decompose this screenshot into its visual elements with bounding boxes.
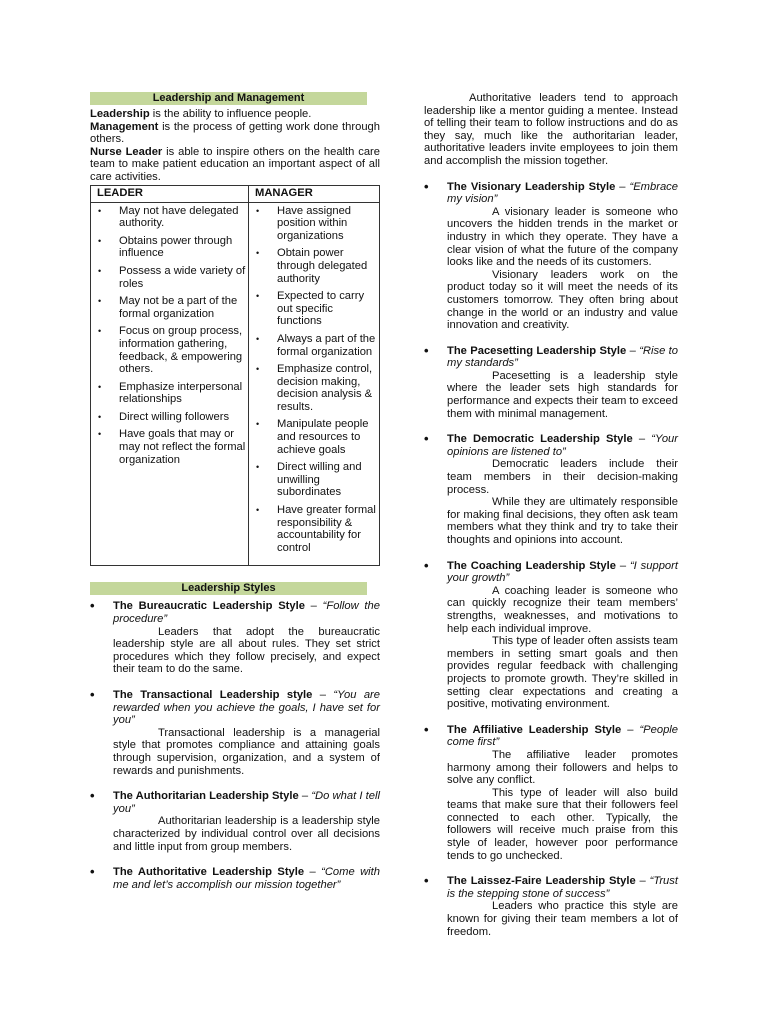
authoritative-continuation: Authoritative leaders tend to approach leadership like a mentor guiding a mentee. Instead of telling their team to follow instructions and do as they say, much like the authoritarian leader, authoritative leaders invite employees to join them and accomplish the mission together. [424, 92, 678, 167]
leader-item: • May not have delegated authority. [91, 205, 248, 230]
style-name: The Transactional Leadership style [113, 688, 313, 701]
style-title: The Authoritative Leadership Style – “Come with me and let’s accomplish our mission together” [113, 866, 380, 891]
style-name: The Bureaucratic Leadership Style [113, 600, 305, 613]
style-description: Visionary leaders work on the product today so it will meet the needs of its customers tomorrow. They often bring about change in the world or an industry and value innovation and creativity. [447, 268, 678, 332]
style-quote: “Embrace my vision” [447, 180, 678, 206]
leadership-style-item [424, 875, 678, 938]
leadership-style-item [424, 433, 678, 546]
leader-item: • Direct willing followers [91, 411, 248, 424]
style-quote: “Your opinions are listened to” [447, 433, 678, 458]
style-name: The Pacesetting Leadership Style [447, 344, 627, 357]
style-title: The Democratic Leadership Style – “Your opinions are listened to” [447, 433, 678, 458]
leader-manager-table [90, 185, 380, 567]
bullet-icon: • [90, 686, 95, 702]
style-quote: “People come first” [447, 723, 678, 749]
style-quote: “Follow the procedure” [113, 600, 380, 625]
leader-item: • May not be a part of the formal organization [91, 295, 248, 320]
style-description: While they are ultimately responsible for making final decisions, they often ask team members what they think and try to take their thoughts and opinions into account. [447, 496, 678, 546]
bullet-icon: • [90, 598, 95, 614]
style-title: The Laissez-Faire Leadership Style – “Trust is the stepping stone of success” [447, 875, 678, 900]
bullet-icon: • [90, 788, 95, 804]
manager-item: • Have greater formal responsibility & accountability for control [249, 504, 379, 554]
leadership-style-item [90, 600, 380, 676]
bullet-icon: • [424, 342, 429, 358]
table-header-leader: LEADER [91, 185, 249, 202]
style-quote: “I support your growth” [447, 559, 678, 585]
leadership-style-item [424, 178, 678, 332]
leader-item: • Have goals that may or may not reflect the formal organization [91, 428, 248, 466]
style-title: The Transactional Leadership style – “You are rewarded when you achieve the goals, I have set for you” [113, 688, 380, 727]
style-description: A visionary leader is someone who uncovers the hidden trends in the market or industry in which they operate. They have a clear vision of what the future of the company looks like and the needs of its customers. [447, 205, 678, 269]
manager-item: • Always a part of the formal organization [249, 333, 379, 358]
manager-item: • Manipulate people and resources to achieve goals [249, 418, 379, 456]
style-name: The Authoritative Leadership Style [113, 866, 305, 879]
style-name: The Democratic Leadership Style [447, 433, 633, 446]
manager-item: • Direct willing and unwilling subordinates [249, 461, 379, 499]
bullet-icon: • [90, 864, 95, 880]
left-styles-list [90, 600, 380, 891]
bullet-icon: • [424, 557, 429, 573]
style-description: Democratic leaders include their team members in their decision-making process. [447, 458, 678, 496]
leadership-style-item [90, 866, 380, 891]
table-header-manager: MANAGER [249, 185, 380, 202]
manager-item: • Have assigned position within organizations [249, 205, 379, 243]
style-quote: “You are rewarded when you achieve the goals, I have set for you” [113, 688, 380, 727]
style-quote: “Trust is the stepping stone of success” [447, 875, 678, 900]
style-description: Leaders who practice this style are known for giving their team members a lot of freedom. [447, 900, 678, 938]
leadership-style-item [90, 686, 380, 777]
leadership-style-item [424, 557, 678, 711]
right-column [424, 92, 678, 951]
style-description: Pacesetting is a leadership style where the leader sets high standards for performance and expects their team to exceed them with minimal management. [447, 369, 678, 420]
bullet-icon: • [424, 721, 429, 737]
leader-item: • Emphasize interpersonal relationships [91, 381, 248, 406]
style-name: The Affiliative Leadership Style [447, 723, 622, 736]
leader-column [91, 202, 249, 566]
style-description: Transactional leadership is a managerial style that promotes compliance and attaining goals through supervision, organization, and a system of rewards and punishments. [113, 726, 380, 777]
style-description: This type of leader will also build teams that make sure that their followers feel connected to each other. Typically, the followers will receive much praise from this style of leader, however poor performance tends to go unchecked. [447, 786, 678, 862]
manager-item: • Expected to carry out specific functions [249, 290, 379, 328]
manager-column [249, 202, 380, 566]
style-name: The Coaching Leadership Style [447, 559, 616, 572]
leadership-style-item [424, 342, 678, 421]
definition-management: Management is the process of getting work done through others. [90, 120, 380, 146]
definition-leadership: Leadership is the ability to influence people. [90, 108, 312, 120]
style-title: The Authoritarian Leadership Style – “Do what I tell you” [113, 790, 380, 815]
bullet-icon: • [424, 431, 429, 447]
leader-item: • Focus on group process, information gathering, feedback, & empowering others. [91, 325, 248, 375]
style-description: A coaching leader is someone who can quickly recognize their team members’ strengths, weaknesses, and motivations to help each individual improve. [447, 584, 678, 635]
right-styles-list [424, 178, 678, 939]
style-quote: “Come with me and let’s accomplish our mission together” [113, 866, 380, 891]
style-name: The Authoritarian Leadership Style [113, 790, 299, 803]
leadership-style-item [90, 790, 380, 853]
leadership-style-item [424, 721, 678, 863]
style-title: The Visionary Leadership Style – “Embrace my vision” [447, 180, 678, 206]
left-column [90, 92, 380, 904]
style-description: Authoritarian leadership is a leadership style characterized by individual control over all decisions and little input from group members. [113, 815, 380, 853]
style-title: The Coaching Leadership Style – “I support your growth” [447, 559, 678, 585]
manager-item: • Obtain power through delegated authority [249, 247, 379, 285]
style-title: The Pacesetting Leadership Style – “Rise to my standards” [447, 344, 678, 370]
style-description: The affiliative leader promotes harmony among their followers and helps to solve any conflict. [447, 748, 678, 787]
leader-item: • Obtains power through influence [91, 235, 248, 260]
style-description: Leaders that adopt the bureaucratic leadership style are all about rules. They set strict procedures which they follow precisely, and expect their team to do the same. [113, 625, 380, 676]
style-name: The Visionary Leadership Style [447, 180, 616, 193]
leader-item: • Possess a wide variety of roles [91, 265, 248, 290]
section-title-leadership-management: Leadership and Management [90, 92, 367, 105]
section-title-leadership-styles: Leadership Styles [90, 582, 367, 595]
style-title: The Affiliative Leadership Style – “People come first” [447, 723, 678, 749]
definition-nurse-leader: Nurse Leader is able to inspire others on the health care team to make patient education an important aspect of all care activities. [90, 145, 380, 183]
style-title: The Bureaucratic Leadership Style – “Follow the procedure” [113, 600, 380, 625]
style-quote: “Rise to my standards” [447, 344, 678, 370]
manager-item: • Emphasize control, decision making, decision analysis & results. [249, 363, 379, 413]
bullet-icon: • [424, 178, 429, 194]
style-name: The Laissez-Faire Leadership Style [447, 875, 636, 888]
style-description: This type of leader often assists team members in setting smart goals and then provides regular feedback with challenging projects to promote growth. They’re skilled in setting clear expectations and creating a positive, motivating environment. [447, 635, 678, 711]
style-quote: “Do what I tell you” [113, 790, 380, 815]
bullet-icon: • [424, 873, 429, 889]
